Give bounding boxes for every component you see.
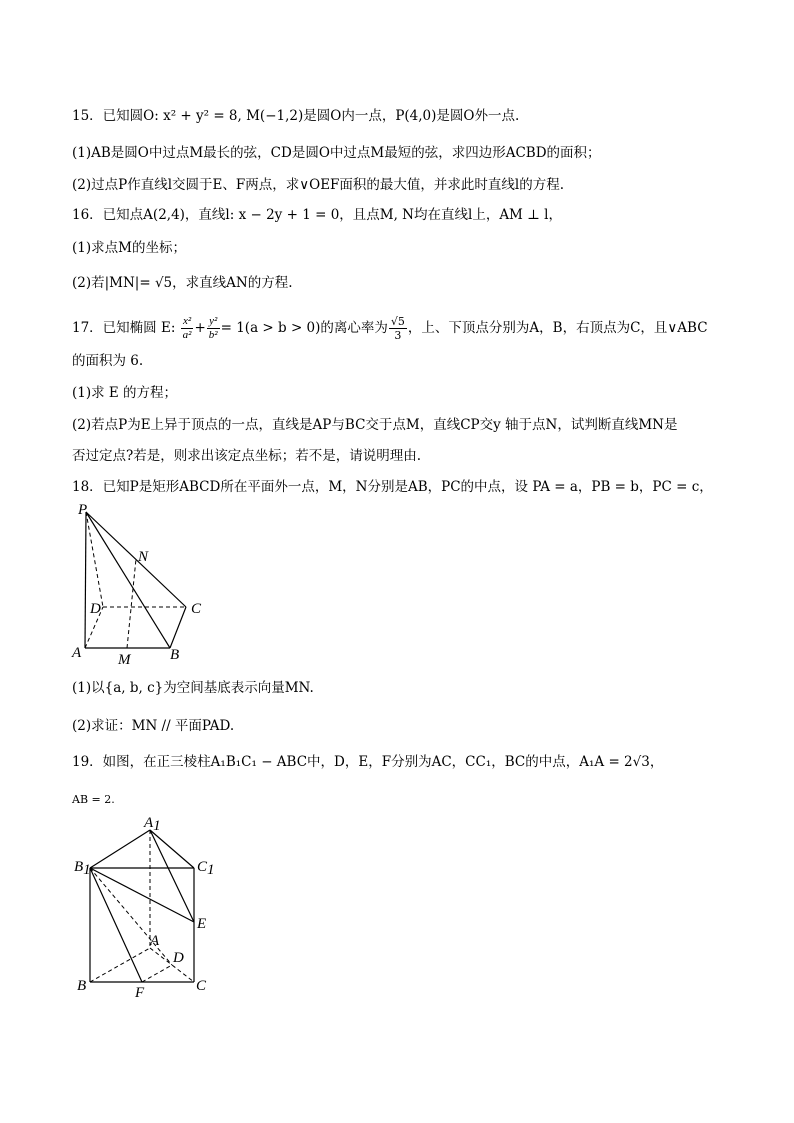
label-F: F <box>135 985 145 1001</box>
edge-AB <box>90 948 150 982</box>
q18-pyramid-figure <box>70 501 210 666</box>
edge-BC <box>170 607 186 648</box>
label-A1-letter: A <box>144 815 154 831</box>
segment-B1D <box>90 868 172 965</box>
edge-PA <box>85 512 86 648</box>
q17-frac1-num: x² <box>181 315 194 329</box>
q17-fraction-x <box>181 315 194 342</box>
segment-B1E <box>90 868 194 922</box>
q18-part1: (1)以{a, b, c}为空间基底表示向量MN. <box>72 680 314 696</box>
label-C: C <box>196 978 207 994</box>
q17-stem-a: 17．已知椭圆 E: <box>72 320 176 336</box>
q15-part1: (1)AB是圆O中过点M最长的弦，CD是圆O中过点M最短的弦，求四边形ACBD的面积； <box>72 145 601 161</box>
edge-A1C1 <box>150 830 194 868</box>
label-M: M <box>118 652 131 668</box>
q17-fraction-y <box>207 315 220 342</box>
label-C1-letter: C <box>197 859 208 875</box>
q17-frac3-den: 3 <box>394 329 402 342</box>
label-D: D <box>173 950 184 966</box>
segment-A1E <box>150 830 194 922</box>
q15-part2: (2)过点P作直线l交圆于E、F两点，求∨OEF面积的最大值，并求此时直线l的方程. <box>72 177 565 193</box>
segment-FD <box>142 965 172 982</box>
label-A1-sub: 1 <box>153 818 161 834</box>
q17-frac2-num: y² <box>207 315 220 329</box>
q19-stem2: AB = 2. <box>72 793 115 806</box>
q17-plus: + <box>194 320 206 336</box>
q16-stem: 16．已知点A(2,4)，直线l: x − 2y + 1 = 0，且点M, N均在直线l上，AM ⊥ l， <box>72 207 562 223</box>
edge-A1B1 <box>90 830 150 868</box>
q17-stem-b: = 1(a > b > 0)的离心率为 <box>220 320 388 336</box>
label-C1-sub: 1 <box>207 862 215 878</box>
label-D: D <box>90 601 101 617</box>
label-B1 <box>74 859 91 878</box>
q17-fraction-eccentricity <box>389 315 407 342</box>
q19-stem: 19．如图，在正三棱柱A₁B₁C₁ − ABC中，D，E，F分别为AC，CC₁，BC的中点，A₁A = 2√3， <box>72 754 664 770</box>
q17-stem <box>72 314 708 342</box>
q17-part1: (1)求 E 的方程； <box>72 385 178 401</box>
label-A: A <box>150 933 160 949</box>
q17-frac3-num: √5 <box>390 315 405 328</box>
label-P: P <box>78 502 88 518</box>
q17-frac2-den: b² <box>208 329 218 341</box>
q16-part2: (2)若|MN|= √5，求直线AN的方程. <box>72 275 293 291</box>
label-C1 <box>197 859 215 878</box>
q17-part2b: 否过定点?若是，则求出该定点坐标；若不是，请说明理由. <box>72 448 422 464</box>
segment-B1F <box>90 868 142 982</box>
segment-MN <box>127 559 136 648</box>
label-A: A <box>72 645 82 661</box>
label-N: N <box>138 549 149 565</box>
q18-stem: 18．已知P是矩形ABCD所在平面外一点，M，N分别是AB，PC的中点，设 PA = a，PB = b，PC = c， <box>72 479 713 495</box>
label-B1-letter: B <box>74 859 84 875</box>
q16-part1: (1)求点M的坐标； <box>72 240 186 256</box>
q17-stem-d: 的面积为 6. <box>72 353 144 369</box>
q19-prism-figure <box>74 812 224 1002</box>
label-C: C <box>191 601 202 617</box>
q18-part2: (2)求证：MN // 平面PAD. <box>72 718 235 734</box>
label-E: E <box>197 916 207 932</box>
label-B: B <box>170 647 180 663</box>
q17-part2a: (2)若点P为E上异于顶点的一点，直线是AP与BC交于点M，直线CP交y 轴于点N，试判断直线MN是 <box>72 417 678 433</box>
q17-frac1-den: a² <box>182 329 192 341</box>
q15-stem: 15．已知圆O: x² + y² = 8, M(−1,2)是圆O内一点，P(4,0)是圆O外一点. <box>72 108 520 124</box>
q17-stem-c: ，上、下顶点分别为A，B，右顶点为C，且∨ABC <box>407 320 708 336</box>
label-B: B <box>77 978 87 994</box>
label-B1-sub: 1 <box>83 862 91 878</box>
